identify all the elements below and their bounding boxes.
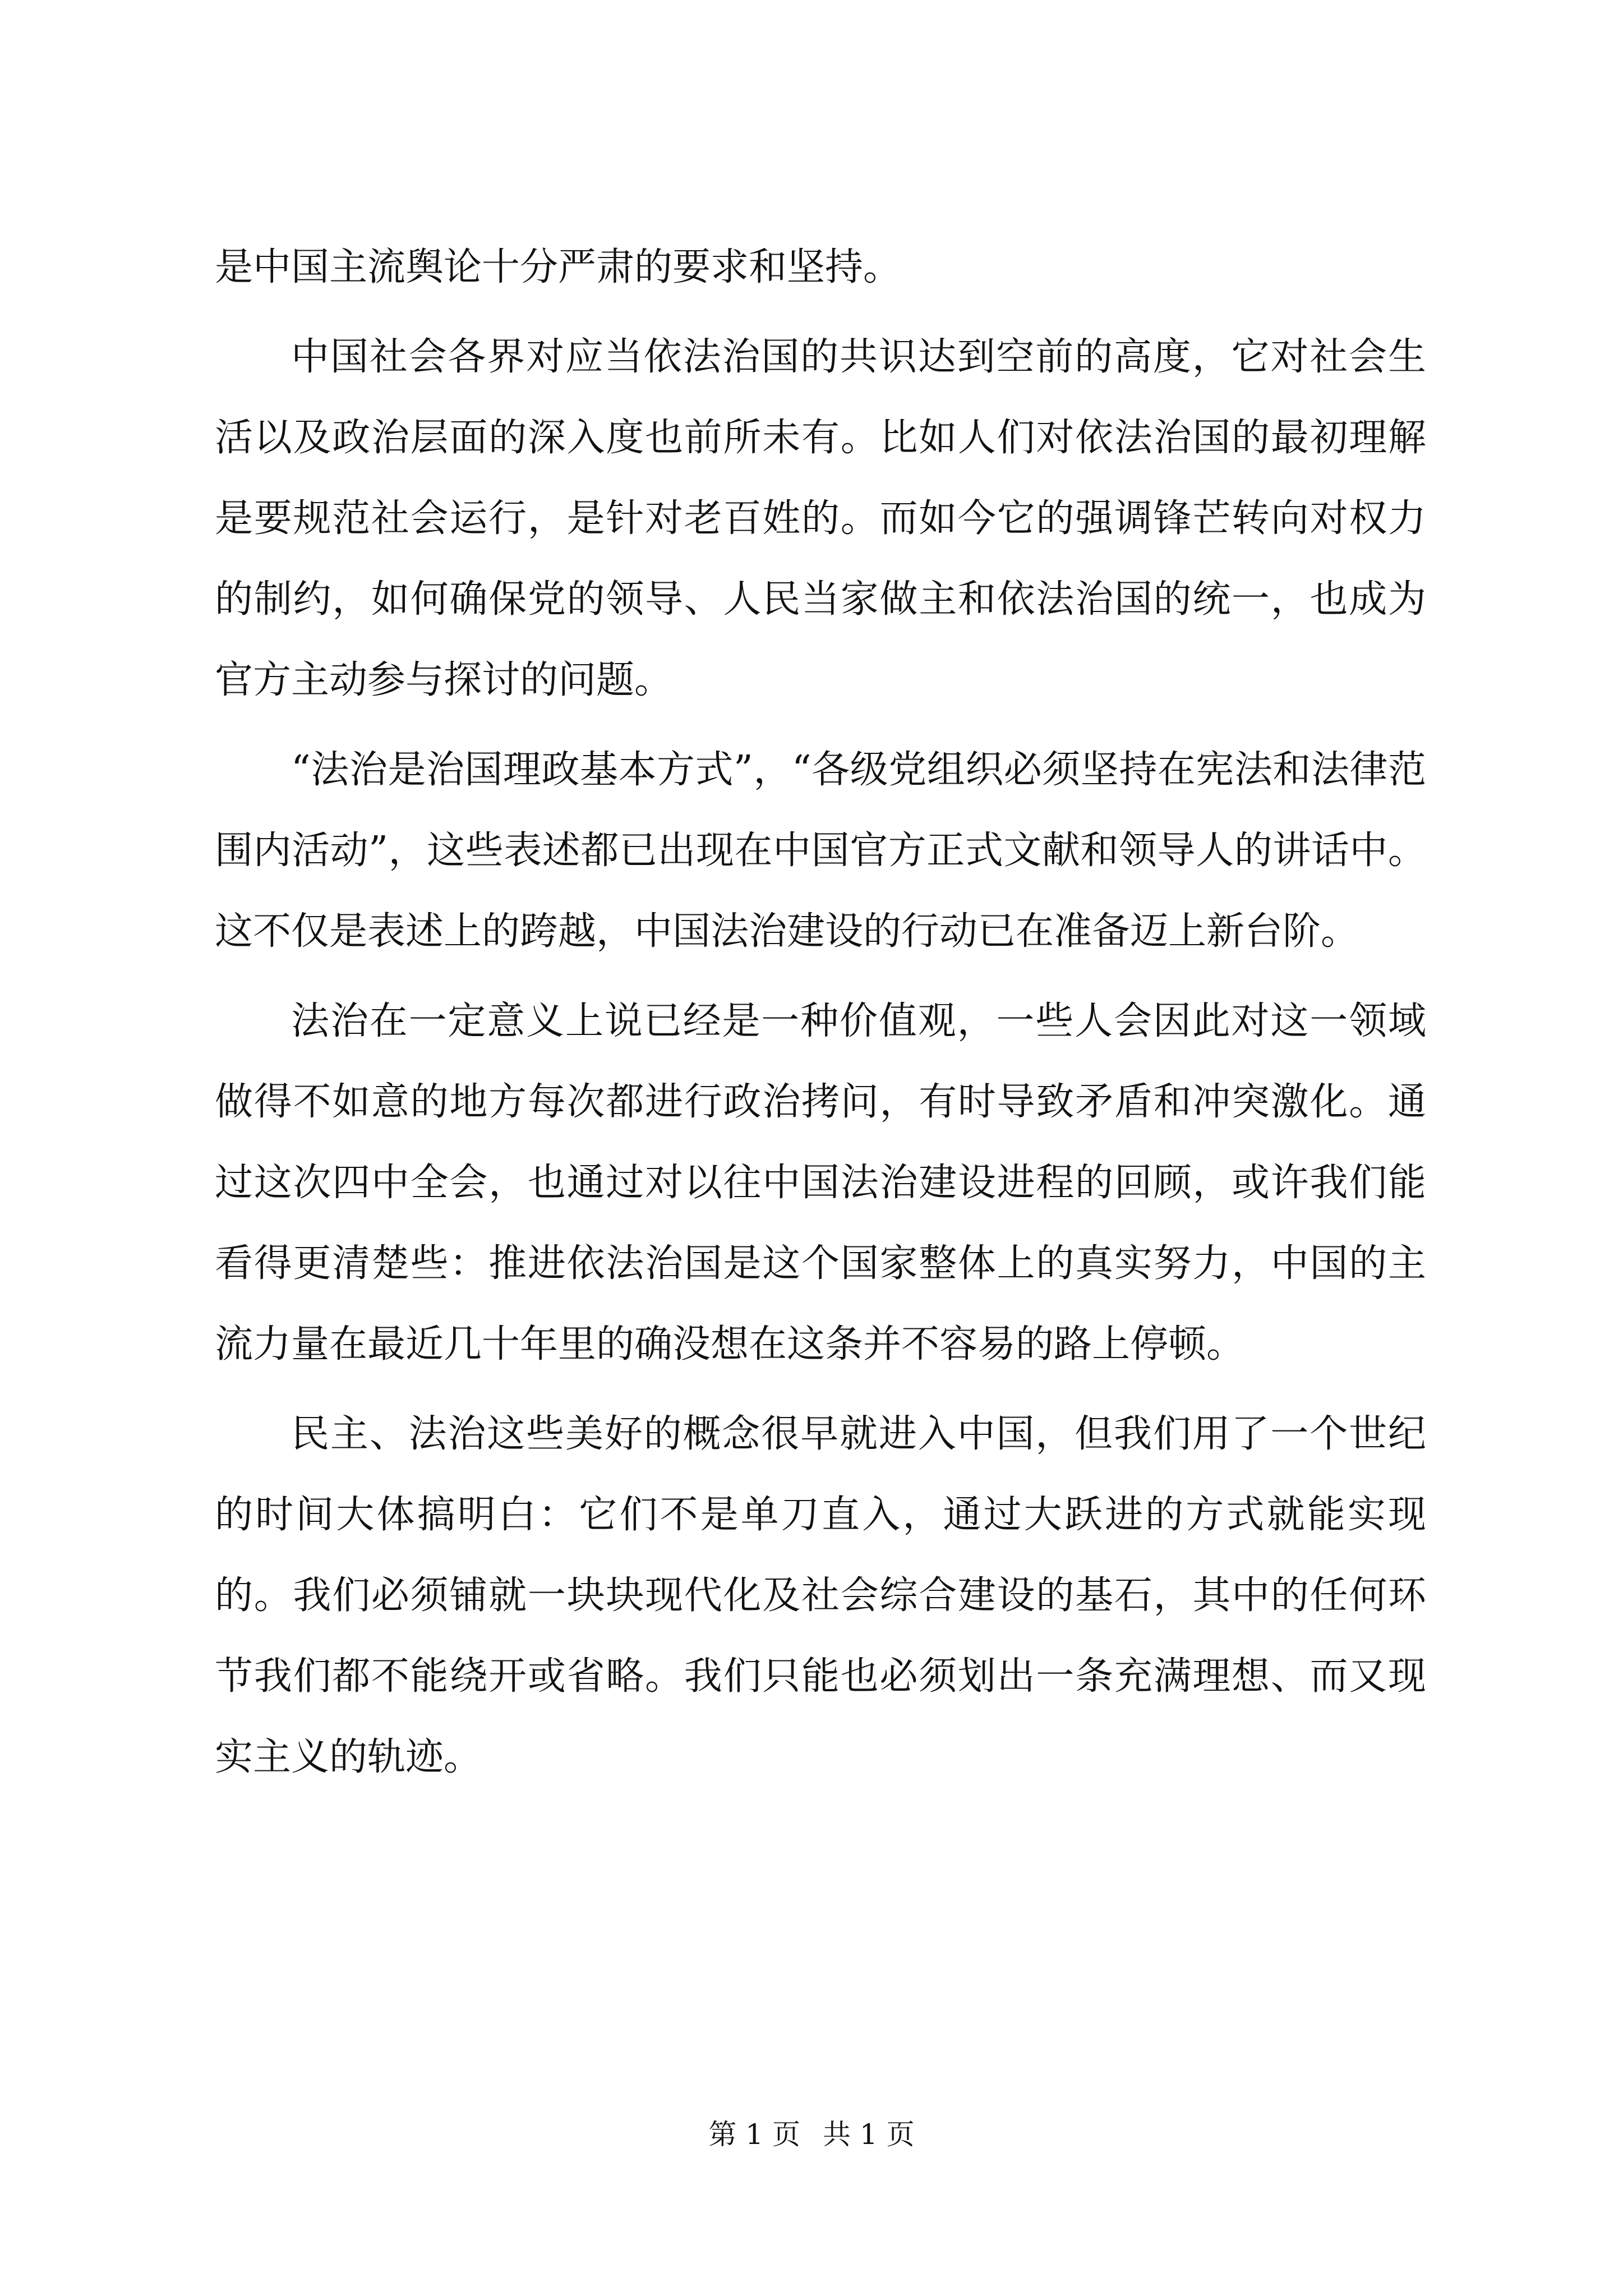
paragraph-continuation: 是中国主流舆论十分严肃的要求和坚持。 xyxy=(215,245,902,289)
document-body xyxy=(215,227,1426,1807)
page-number: 第 1 页 xyxy=(708,2118,800,2151)
paragraph: 中国社会各界对应当依法治国的共识达到空前的高度，它对社会生活以及政治层面的深入度也前所未有。比如人们对依法治国的最初理解是要规范社会运行，是针对老百姓的。而如今它的强调锋芒转向对权力的制约，如何确保党的领导、人民当家做主和依法治国的统一，也成为官方主动参与探讨的问题。 xyxy=(215,335,1426,702)
paragraph: 民主、法治这些美好的概念很早就进入中国，但我们用了一个世纪的时间大体搞明白：它们不是单刀直入，通过大跃进的方式就能实现的。我们必须铺就一块块现代化及社会综合建设的基石，其中的任何环节我们都不能绕开或省略。我们只能也必须划出一条充满理想、而又现实主义的轨迹。 xyxy=(215,1412,1426,1779)
page-footer xyxy=(0,2115,1623,2154)
paragraph: “法治是治国理政基本方式”，“各级党组织必须坚持在宪法和法律范围内活动”，这些表述都已出现在中国官方正式文献和领导人的讲话中。这不仅是表述上的跨越，中国法治建设的行动已在准备迈上新台阶。 xyxy=(215,748,1426,954)
page-total: 共 1 页 xyxy=(823,2118,915,2151)
paragraph: 法治在一定意义上说已经是一种价值观，一些人会因此对这一领域做得不如意的地方每次都进行政治拷问，有时导致矛盾和冲突激化。通过这次四中全会，也通过对以往中国法治建设进程的回顾，或许我们能看得更清楚些：推进依法治国是这个国家整体上的真实努力，中国的主流力量在最近几十年里的确没想在这条并不容易的路上停顿。 xyxy=(215,999,1426,1366)
